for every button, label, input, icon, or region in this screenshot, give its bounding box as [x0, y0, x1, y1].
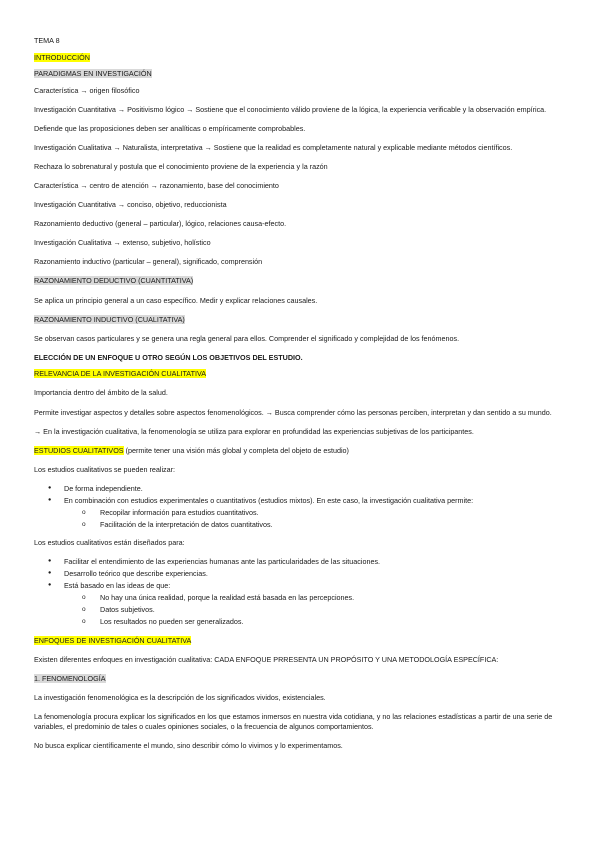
heading-enfoques: ENFOQUES DE INVESTIGACIÓN CUALITATIVA [34, 635, 192, 645]
sub-list-item: o No hay una única realidad, porque la realidad está basada en las percepciones. [100, 593, 566, 603]
paragraph: La investigación fenomenológica es la descripción de los significados vividos, existenciales. [34, 693, 326, 703]
topic-label: TEMA 8 [34, 36, 60, 45]
sub-list-item: o Los resultados no pueden ser generalizados. [100, 617, 566, 627]
heading-eleccion-enfoque: ELECCIÓN DE UN ENFOQUE U OTRO SEGÚN LOS OBJETIVOS DEL ESTUDIO. [34, 352, 303, 362]
paragraph: Los estudios cualitativos se pueden realizar: [34, 464, 176, 474]
heading-relevancia: RELEVANCIA DE LA INVESTIGACIÓN CUALITATIVA [34, 369, 207, 379]
paragraph: Investigación Cualitativa → extenso, subjetivo, holístico [34, 238, 211, 248]
heading-fenomenologia: 1. FENOMENOLOGÍA [34, 674, 106, 684]
paragraph: La fenomenología procura explicar los significados en los que estamos inmersos en nuestra vida cotidiana, y no las relaciones estadísticas a partir de una serie de variables, el predominio de tales o cuales opiniones sociales, o la frecuencia de algunos comportamientos. [34, 712, 553, 731]
list-item-text: En combinación con estudios experimentales o cuantitativos (estudios mixtos). En este caso, la investigación cualitativa permite: [64, 495, 474, 505]
paragraph: Característica → centro de atención → razonamiento, base del conocimiento [34, 180, 279, 190]
list-item: ● Facilitar el entendimiento de las experiencias humanas ante las particularidades de las situaciones. [64, 557, 566, 567]
paragraph: Razonamiento inductivo (particular – general), significado, comprensión [34, 257, 263, 267]
bullet-list [34, 484, 566, 530]
list-item-text: Está basado en las ideas de que: [64, 581, 171, 591]
paragraph: Investigación Cuantitativa → Positivismo lógico → Sostiene que el conocimiento válido proviene de la lógica, la experiencia verificable y la observación empírica. [34, 104, 547, 114]
sub-list-item: o Facilitación de la interpretación de datos cuantitativos. [100, 520, 566, 530]
paragraph: Razonamiento deductivo (general – particular), lógico, relaciones causa-efecto. [34, 219, 287, 229]
paragraph: Los estudios cualitativos están diseñados para: [34, 538, 185, 548]
list-item: ● De forma independiente. [64, 484, 566, 494]
heading-razonamiento-deductivo: RAZONAMIENTO DEDUCTIVO (CUANTITATIVA) [34, 276, 194, 286]
bullet-list [34, 557, 566, 627]
heading-estudios-cualitativos: ESTUDIOS CUALITATIVOS [34, 445, 124, 455]
heading-paradigmas: PARADIGMAS EN INVESTIGACIÓN [34, 69, 152, 78]
sub-list [64, 593, 566, 627]
paragraph: → En la investigación cualitativa, la fenomenología se utiliza para explorar en profundidad las experiencias subjetivas de los participantes. [34, 426, 474, 436]
paragraph: Existen diferentes enfoques en investigación cualitativa: CADA ENFOQUE PRRESENTA UN PROPÓSITO Y UNA METODOLOGÍA ESPECÍFICA: [34, 655, 499, 665]
paragraph: Investigación Cuantitativa → conciso, objetivo, reduccionista [34, 200, 227, 210]
sub-list-item: o Datos subjetivos. [100, 605, 566, 615]
paragraph: Rechaza lo sobrenatural y postula que el conocimiento proviene de la experiencia y la razón [34, 161, 328, 171]
paragraph: Defiende que las proposiciones deben ser analíticas o empíricamente comprobables. [34, 123, 306, 133]
sub-list [64, 508, 566, 530]
paragraph: Investigación Cualitativa → Naturalista, interpretativa → Sostiene que la realidad es completamente natural y explicable mediante métodos científicos. [34, 142, 513, 152]
estudios-description: (permite tener una visión más global y completa del objeto de estudio) [123, 445, 349, 455]
list-item [64, 496, 566, 530]
heading-razonamiento-inductivo: RAZONAMIENTO INDUCTIVO (CUALITATIVA) [34, 314, 185, 324]
sub-list-item: o Recopilar información para estudios cuantitativos. [100, 508, 566, 518]
paragraph: Se aplica un principio general a un caso específico. Medir y explicar relaciones causales. [34, 295, 318, 305]
list-item: ● Desarrollo teórico que describe experiencias. [64, 569, 566, 579]
paragraph: No busca explicar científicamente el mundo, sino describir cómo lo vivimos y lo experimentamos. [34, 740, 343, 750]
paragraph: Característica → origen filosófico [34, 85, 140, 95]
list-item [64, 581, 566, 627]
paragraph: Importancia dentro del ámbito de la salud. [34, 388, 168, 398]
heading-introduccion: INTRODUCCIÓN [34, 52, 90, 62]
document-page [34, 36, 566, 760]
paragraph: Se observan casos particulares y se genera una regla general para ellos. Comprender el significado y complejidad de los fenómenos. [34, 333, 460, 343]
paragraph: Permite investigar aspectos y detalles sobre aspectos fenomenológicos. → Busca comprender cómo las personas perciben, interpretan y dan sentido a su mundo. [34, 407, 552, 417]
